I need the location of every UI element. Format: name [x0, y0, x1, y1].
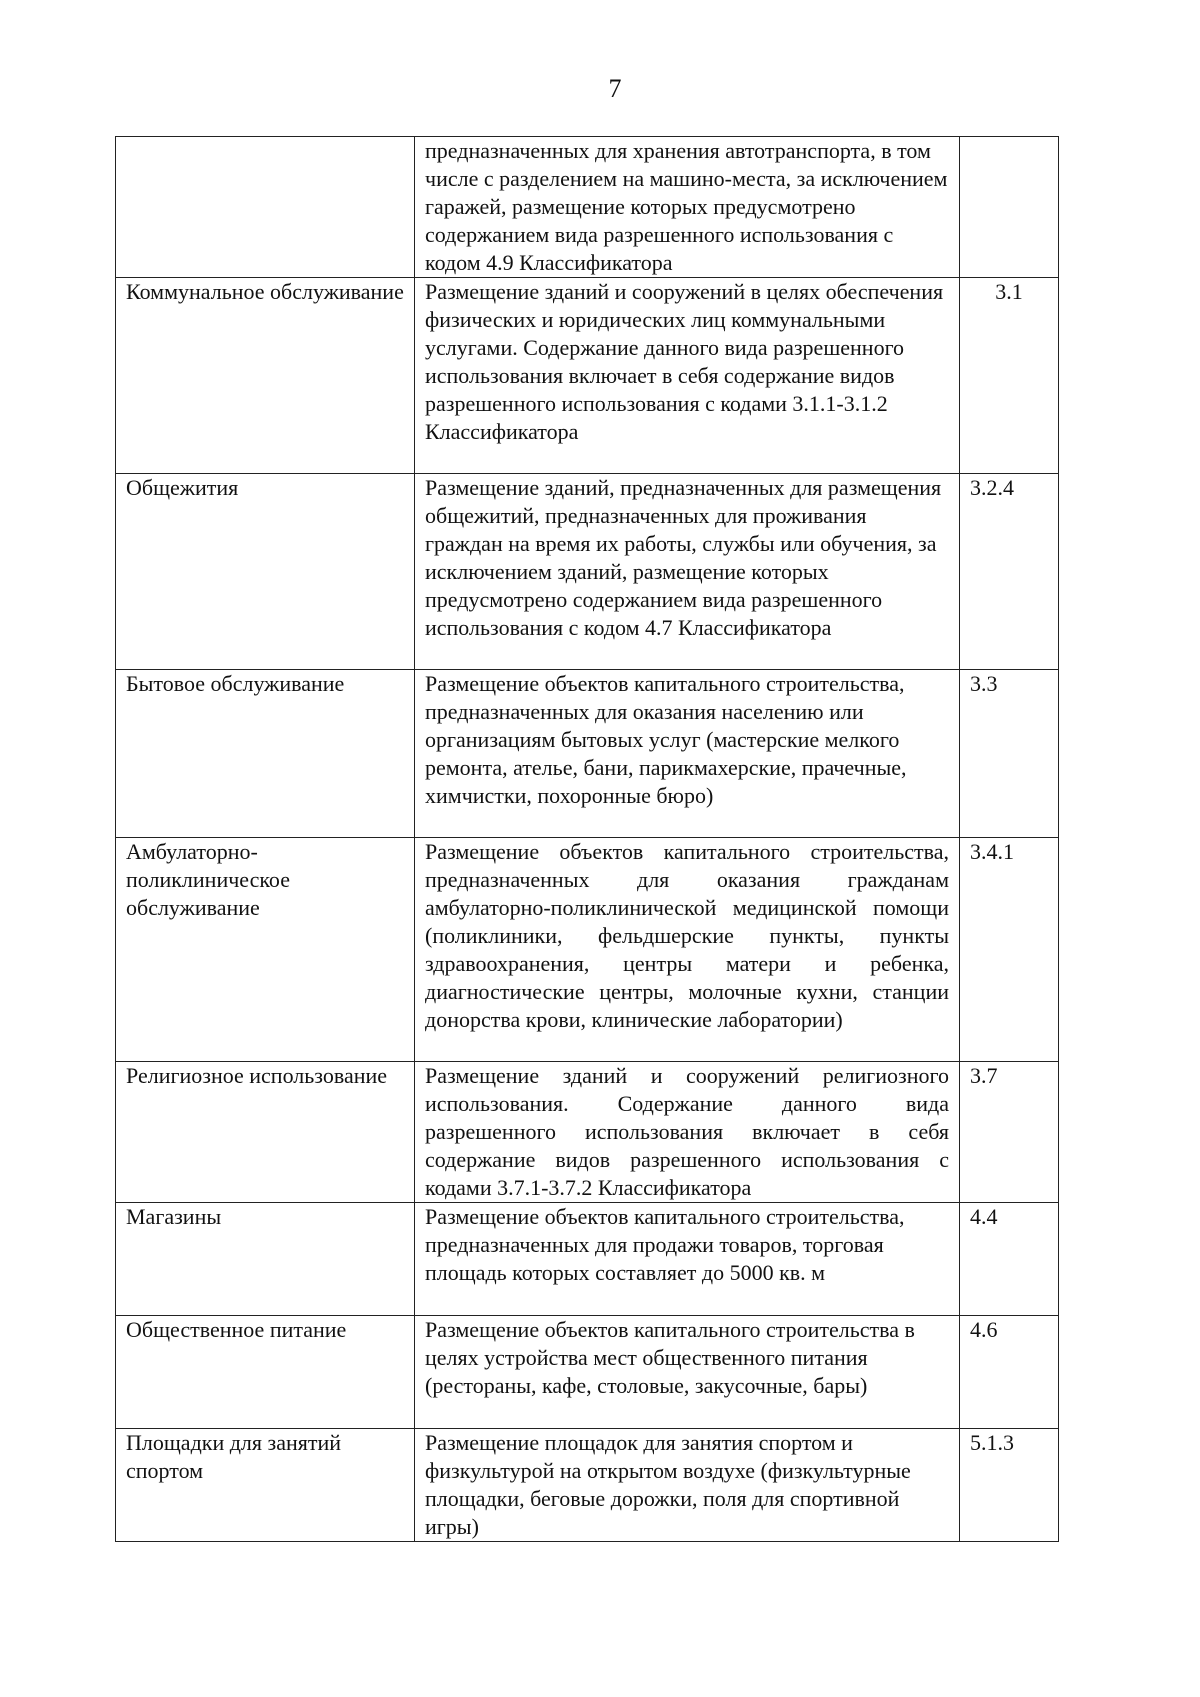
- use-name-cell: [116, 137, 415, 278]
- use-name-cell: Общественное питание: [116, 1316, 415, 1429]
- use-code-cell: 3.2.4: [960, 474, 1059, 670]
- table-row: [116, 1203, 1059, 1316]
- use-description-cell: Размещение зданий и сооружений религиозного использования. Содержание данного вида разрешенного использования включает в себя содержание видов разрешенного использования с кодами 3.7.1-3.7.2 Классификатора: [415, 1062, 960, 1203]
- table-row: [116, 1316, 1059, 1429]
- use-description-cell: предназначенных для хранения автотранспорта, в том числе с разделением на машино-места, за исключением гаражей, размещение которых предусмотрено содержанием вида разрешенного использования с кодом 4.9 Классификатора: [415, 137, 960, 278]
- use-name-cell: Коммунальное обслуживание: [116, 278, 415, 474]
- use-code-cell: 3.1: [960, 278, 1059, 474]
- table-row: [116, 1429, 1059, 1542]
- use-name-cell: Амбулаторно-поликлиническое обслуживание: [116, 838, 415, 1062]
- table-row: [116, 137, 1059, 278]
- table-row: [116, 474, 1059, 670]
- use-code-cell: 3.3: [960, 670, 1059, 838]
- use-description-cell: Размещение площадок для занятия спортом и физкультурой на открытом воздухе (физкультурные площадки, беговые дорожки, поля для спортивной игры): [415, 1429, 960, 1542]
- use-code-cell: 3.4.1: [960, 838, 1059, 1062]
- use-name-cell: Бытовое обслуживание: [116, 670, 415, 838]
- land-use-table: [115, 136, 1059, 1542]
- use-code-cell: 4.6: [960, 1316, 1059, 1429]
- use-code-cell: 3.7: [960, 1062, 1059, 1203]
- use-code-cell: 5.1.3: [960, 1429, 1059, 1542]
- use-description-cell: Размещение объектов капитального строительства в целях устройства мест общественного питания (рестораны, кафе, столовые, закусочные, бары): [415, 1316, 960, 1429]
- use-name-cell: Религиозное использование: [116, 1062, 415, 1203]
- use-name-cell: Магазины: [116, 1203, 415, 1316]
- page-number: 7: [608, 74, 622, 103]
- use-name-cell: Общежития: [116, 474, 415, 670]
- use-description-cell: Размещение объектов капитального строительства, предназначенных для продажи товаров, торговая площадь которых составляет до 5000 кв. м: [415, 1203, 960, 1316]
- table-row: [116, 278, 1059, 474]
- table-row: [116, 670, 1059, 838]
- use-description-cell: Размещение зданий и сооружений в целях обеспечения физических и юридических лиц коммунальными услугами. Содержание данного вида разрешенного использования включает в себя содержание видов разрешенного использования с кодами 3.1.1-3.1.2 Классификатора: [415, 278, 960, 474]
- use-code-cell: 4.4: [960, 1203, 1059, 1316]
- use-description-cell: Размещение объектов капитального строительства, предназначенных для оказания населению или организациям бытовых услуг (мастерские мелкого ремонта, ателье, бани, парикмахерские, прачечные, химчистки, похоронные бюро): [415, 670, 960, 838]
- use-code-cell: [960, 137, 1059, 278]
- use-description-cell: Размещение объектов капитального строительства, предназначенных для оказания гражданам амбулаторно-поликлинической медицинской помощи (поликлиники, фельдшерские пункты, пункты здравоохранения, центры матери и ребенка, диагностические центры, молочные кухни, станции донорства крови, клинические лаборатории): [415, 838, 960, 1062]
- table-row: [116, 838, 1059, 1062]
- use-name-cell: Площадки для занятий спортом: [116, 1429, 415, 1542]
- table-row: [116, 1062, 1059, 1203]
- use-description-cell: Размещение зданий, предназначенных для размещения общежитий, предназначенных для проживания граждан на время их работы, службы или обучения, за исключением зданий, размещение которых предусмотрено содержанием вида разрешенного использования с кодом 4.7 Классификатора: [415, 474, 960, 670]
